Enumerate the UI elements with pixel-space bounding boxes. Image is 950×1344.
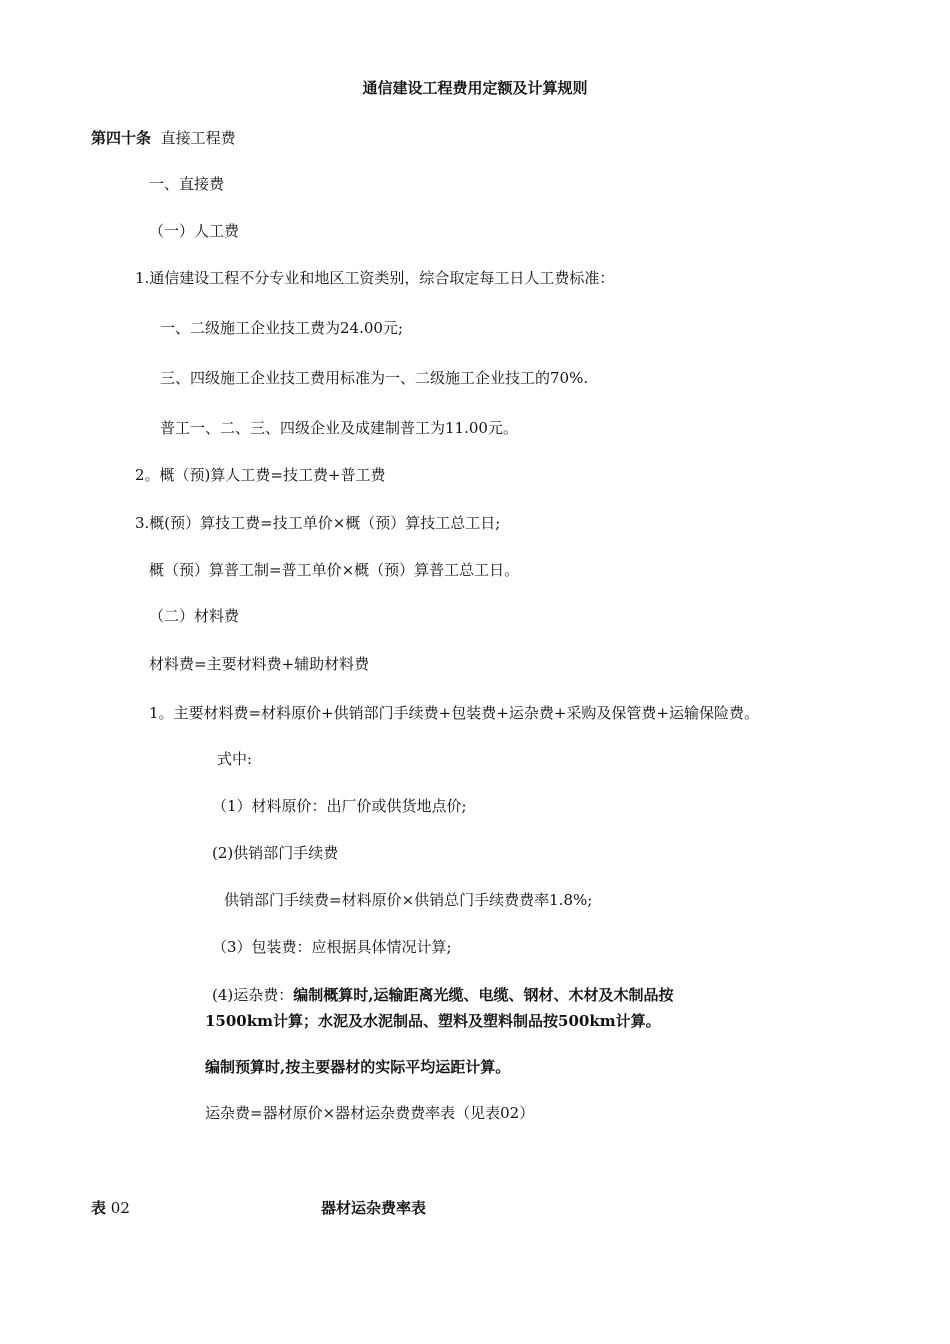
paragraph-skilled-rate-70: 三、四级施工企业技工费用标准为一、二级施工企业技工的70%. <box>160 369 589 387</box>
formula-main-material-cost: 1。主要材料费=材料原价+供销部门手续费+包装费+运杂费+采购及保管费+运输保险费。 <box>149 704 759 722</box>
formula-skilled-cost: 3.概(预）算技工费=技工单价×概（预）算技工总工日; <box>135 514 501 532</box>
document-title: 通信建设工程费用定额及计算规则 <box>362 79 588 97</box>
table-title: 器材运杂费率表 <box>321 1199 427 1217</box>
item-supply-fee: (2)供销部门手续费 <box>212 844 339 862</box>
formula-supply-fee: 供销部门手续费=材料原价×供销总门手续费费率1.8%; <box>224 891 593 909</box>
paragraph-skilled-rate: 一、二级施工企业技工费为24.00元; <box>160 319 403 337</box>
formula-general-cost: 概（预）算普工制=普工单价×概（预）算普工总工日。 <box>149 561 520 579</box>
section-direct-cost: 一、直接费 <box>149 175 225 193</box>
subsection-labor-cost: （一）人工费 <box>149 222 240 240</box>
paragraph-general-worker-rate: 普工一、二、三、四级企业及成建制普工为11.00元。 <box>160 419 518 437</box>
transport-fee-rule-continued: 1500km计算；水泥及水泥制品、塑料及塑料制品按500km计算。 <box>205 1012 661 1030</box>
item-transport-fee <box>212 985 673 1005</box>
transport-fee-label: (4)运杂费： <box>212 986 294 1004</box>
formula-material-cost: 材料费=主要材料费+辅助材料费 <box>149 655 370 673</box>
formula-labor-cost: 2。概（预)算人工费=技工费+普工费 <box>135 466 386 484</box>
article-heading-text: 直接工程费 <box>160 129 236 147</box>
article-heading <box>91 128 236 148</box>
table-label-number: 02 <box>110 1199 130 1217</box>
article-number: 第四十条 <box>91 129 152 147</box>
budget-rule: 编制预算时,按主要器材的实际平均运距计算。 <box>205 1058 511 1076</box>
paragraph-labor-standard: 1.通信建设工程不分专业和地区工资类别，综合取定每工日人工费标准： <box>135 269 615 287</box>
transport-fee-rule: 编制概算时,运输距离光缆、电缆、钢材、木材及木制品按 <box>293 986 674 1004</box>
subsection-material-cost: （二）材料费 <box>149 607 240 625</box>
table-label-word: 表 <box>91 1199 107 1217</box>
table-label <box>91 1198 130 1218</box>
label-where: 式中: <box>217 750 253 768</box>
item-packaging-fee: （3）包装费：应根据具体情况计算; <box>212 938 452 956</box>
formula-transport-fee: 运杂费=器材原价×器材运杂费费率表（见表02） <box>205 1104 535 1122</box>
item-material-price: （1）材料原价：出厂价或供货地点价; <box>212 797 467 815</box>
